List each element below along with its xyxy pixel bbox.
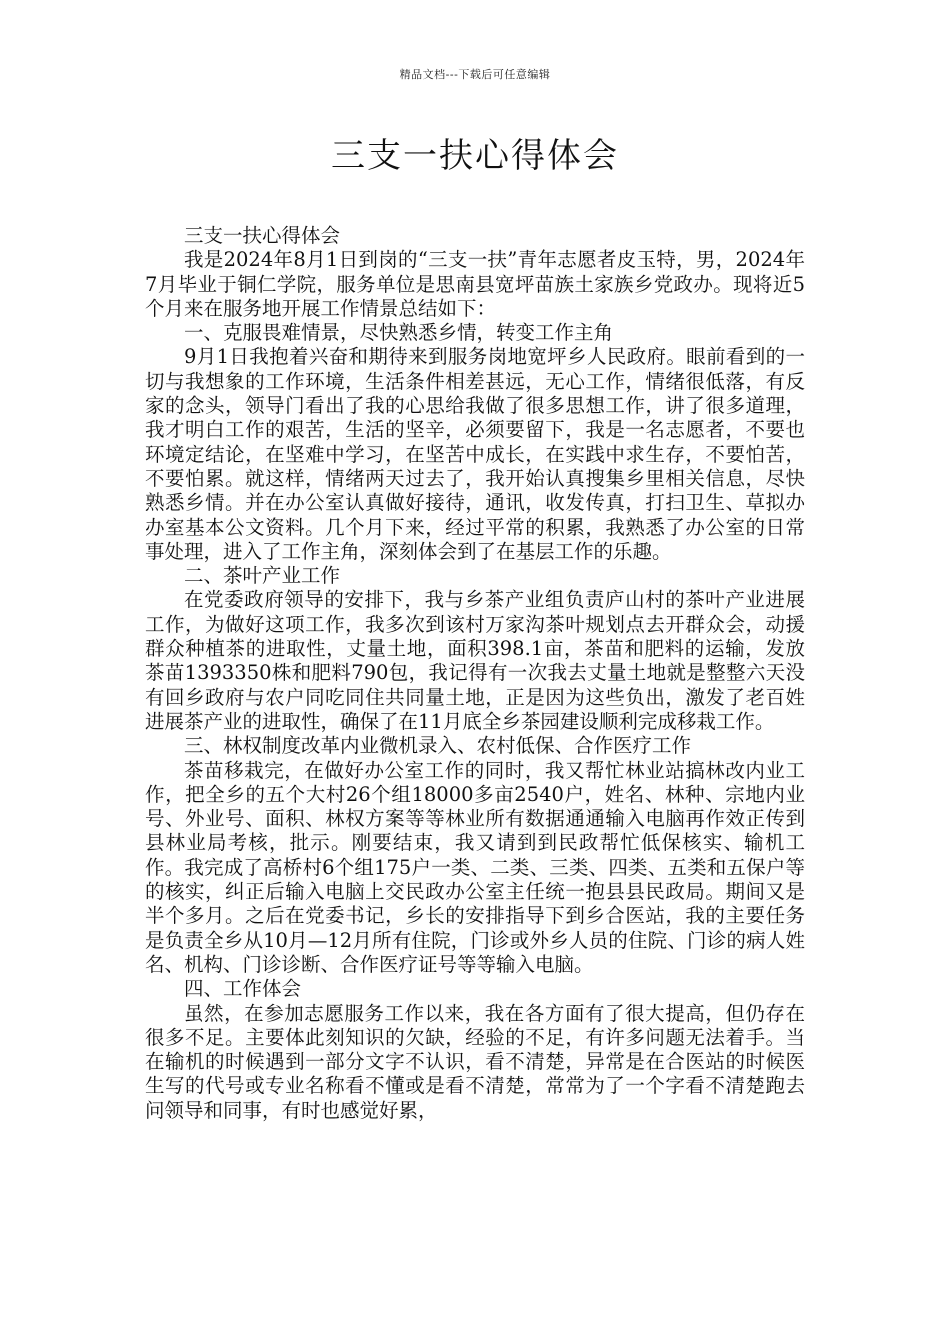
- section-heading-2: 二、茶叶产业工作: [184, 564, 341, 588]
- section-heading-4: 四、工作体会: [184, 977, 302, 1001]
- section-heading-3: 三、林权制度改革内业微机录入、农村低保、合作医疗工作: [184, 734, 692, 758]
- page-header: 精品文档---下载后可任意编辑: [399, 68, 551, 81]
- section-body-2: 在党委政府领导的安排下，我与乡茶产业组负责庐山村的茶叶产业进展工作，为做好这项工作，我多次到该村万家沟茶叶规划点去开群众会，动援群众种植茶的进取性，丈量土地，面积398.1亩，茶苗和肥料的运输，发放茶苗1393350株和肥料790包，我记得有一次我去丈量土地就是整整六天没有回乡政府与农户同吃同住共同量土地，正是因为这些负出，激发了老百姓进展茶产业的进取性，确保了在11月底全乡茶园建设顺利完成移栽工作。: [145, 588, 805, 733]
- section-body-4: 虽然，在参加志愿服务工作以来，我在各方面有了很大提高，但仍存在很多不足。主要体此刻知识的欠缺，经验的不足，有许多问题无法着手。当在输机的时候遇到一部分文字不认识，看不清楚，异常是在合医站的时候医生写的代号或专业名称看不懂或是看不清楚，常常为了一个字看不清楚跑去问领导和同事，有时也感觉好累，: [145, 1001, 805, 1122]
- document-title: 三支一扶心得体会: [331, 136, 619, 176]
- section-body-3: 茶苗移栽完，在做好办公室工作的同时，我又帮忙林业站搞林改内业工作，把全乡的五个大村26个组18000多亩2540户，姓名、林种、宗地内业号、外业号、面积、林权方案等等林业所有数据通通输入电脑再作效正传到县林业局考核，批示。刚要结束，我又请到到民政帮忙低保核实、输机工作。我完成了高桥村6个组175户一类、二类、三类、四类、五类和五保户等的核实，纠正后输入电脑上交民政办公室主任统一抱县县民政局。期间又是半个多月。之后在党委书记，乡长的安排指导下到乡合医站，我的主要任务是负责全乡从10月—12月所有住院，门诊或外乡人员的住院、门诊的病人姓名、机构、门诊诊断、合作医疗证号等等输入电脑。: [145, 758, 805, 976]
- document-body: [145, 224, 805, 1123]
- section-body-1: 9月1日我抱着兴奋和期待来到服务岗地宽坪乡人民政府。眼前看到的一切与我想象的工作环境，生活条件相差甚远，无心工作，情绪很低落，有反家的念头，领导门看出了我的心思给我做了很多思想工作，讲了很多道理，我才明白工作的艰苦，生活的坚辛，必须要留下，我是一名志愿者，不要也环境定结论，在坚难中学习，在坚苦中成长，在实践中求生存，不要怕苦，不要怕累。就这样，情绪两天过去了，我开始认真搜集乡里相关信息，尽快熟悉乡情。并在办公室认真做好接待，通讯，收发传真，打扫卫生、草拟办办室基本公文资料。几个月下来，经过平常的积累，我熟悉了办公室的日常事处理，进入了工作主角，深刻体会到了在基层工作的乐趣。: [145, 345, 805, 563]
- intro-paragraph: 我是2024年8月1日到岗的“三支一扶”青年志愿者皮玉特，男，2024年7月毕业于铜仁学院，服务单位是思南县宽坪苗族土家族乡党政办。现将近5个月来在服务地开展工作情景总结如下：: [145, 248, 805, 320]
- section-heading-1: 一、克服畏难情景，尽快熟悉乡情，转变工作主角: [184, 321, 614, 345]
- subtitle-paragraph: 三支一扶心得体会: [184, 224, 341, 247]
